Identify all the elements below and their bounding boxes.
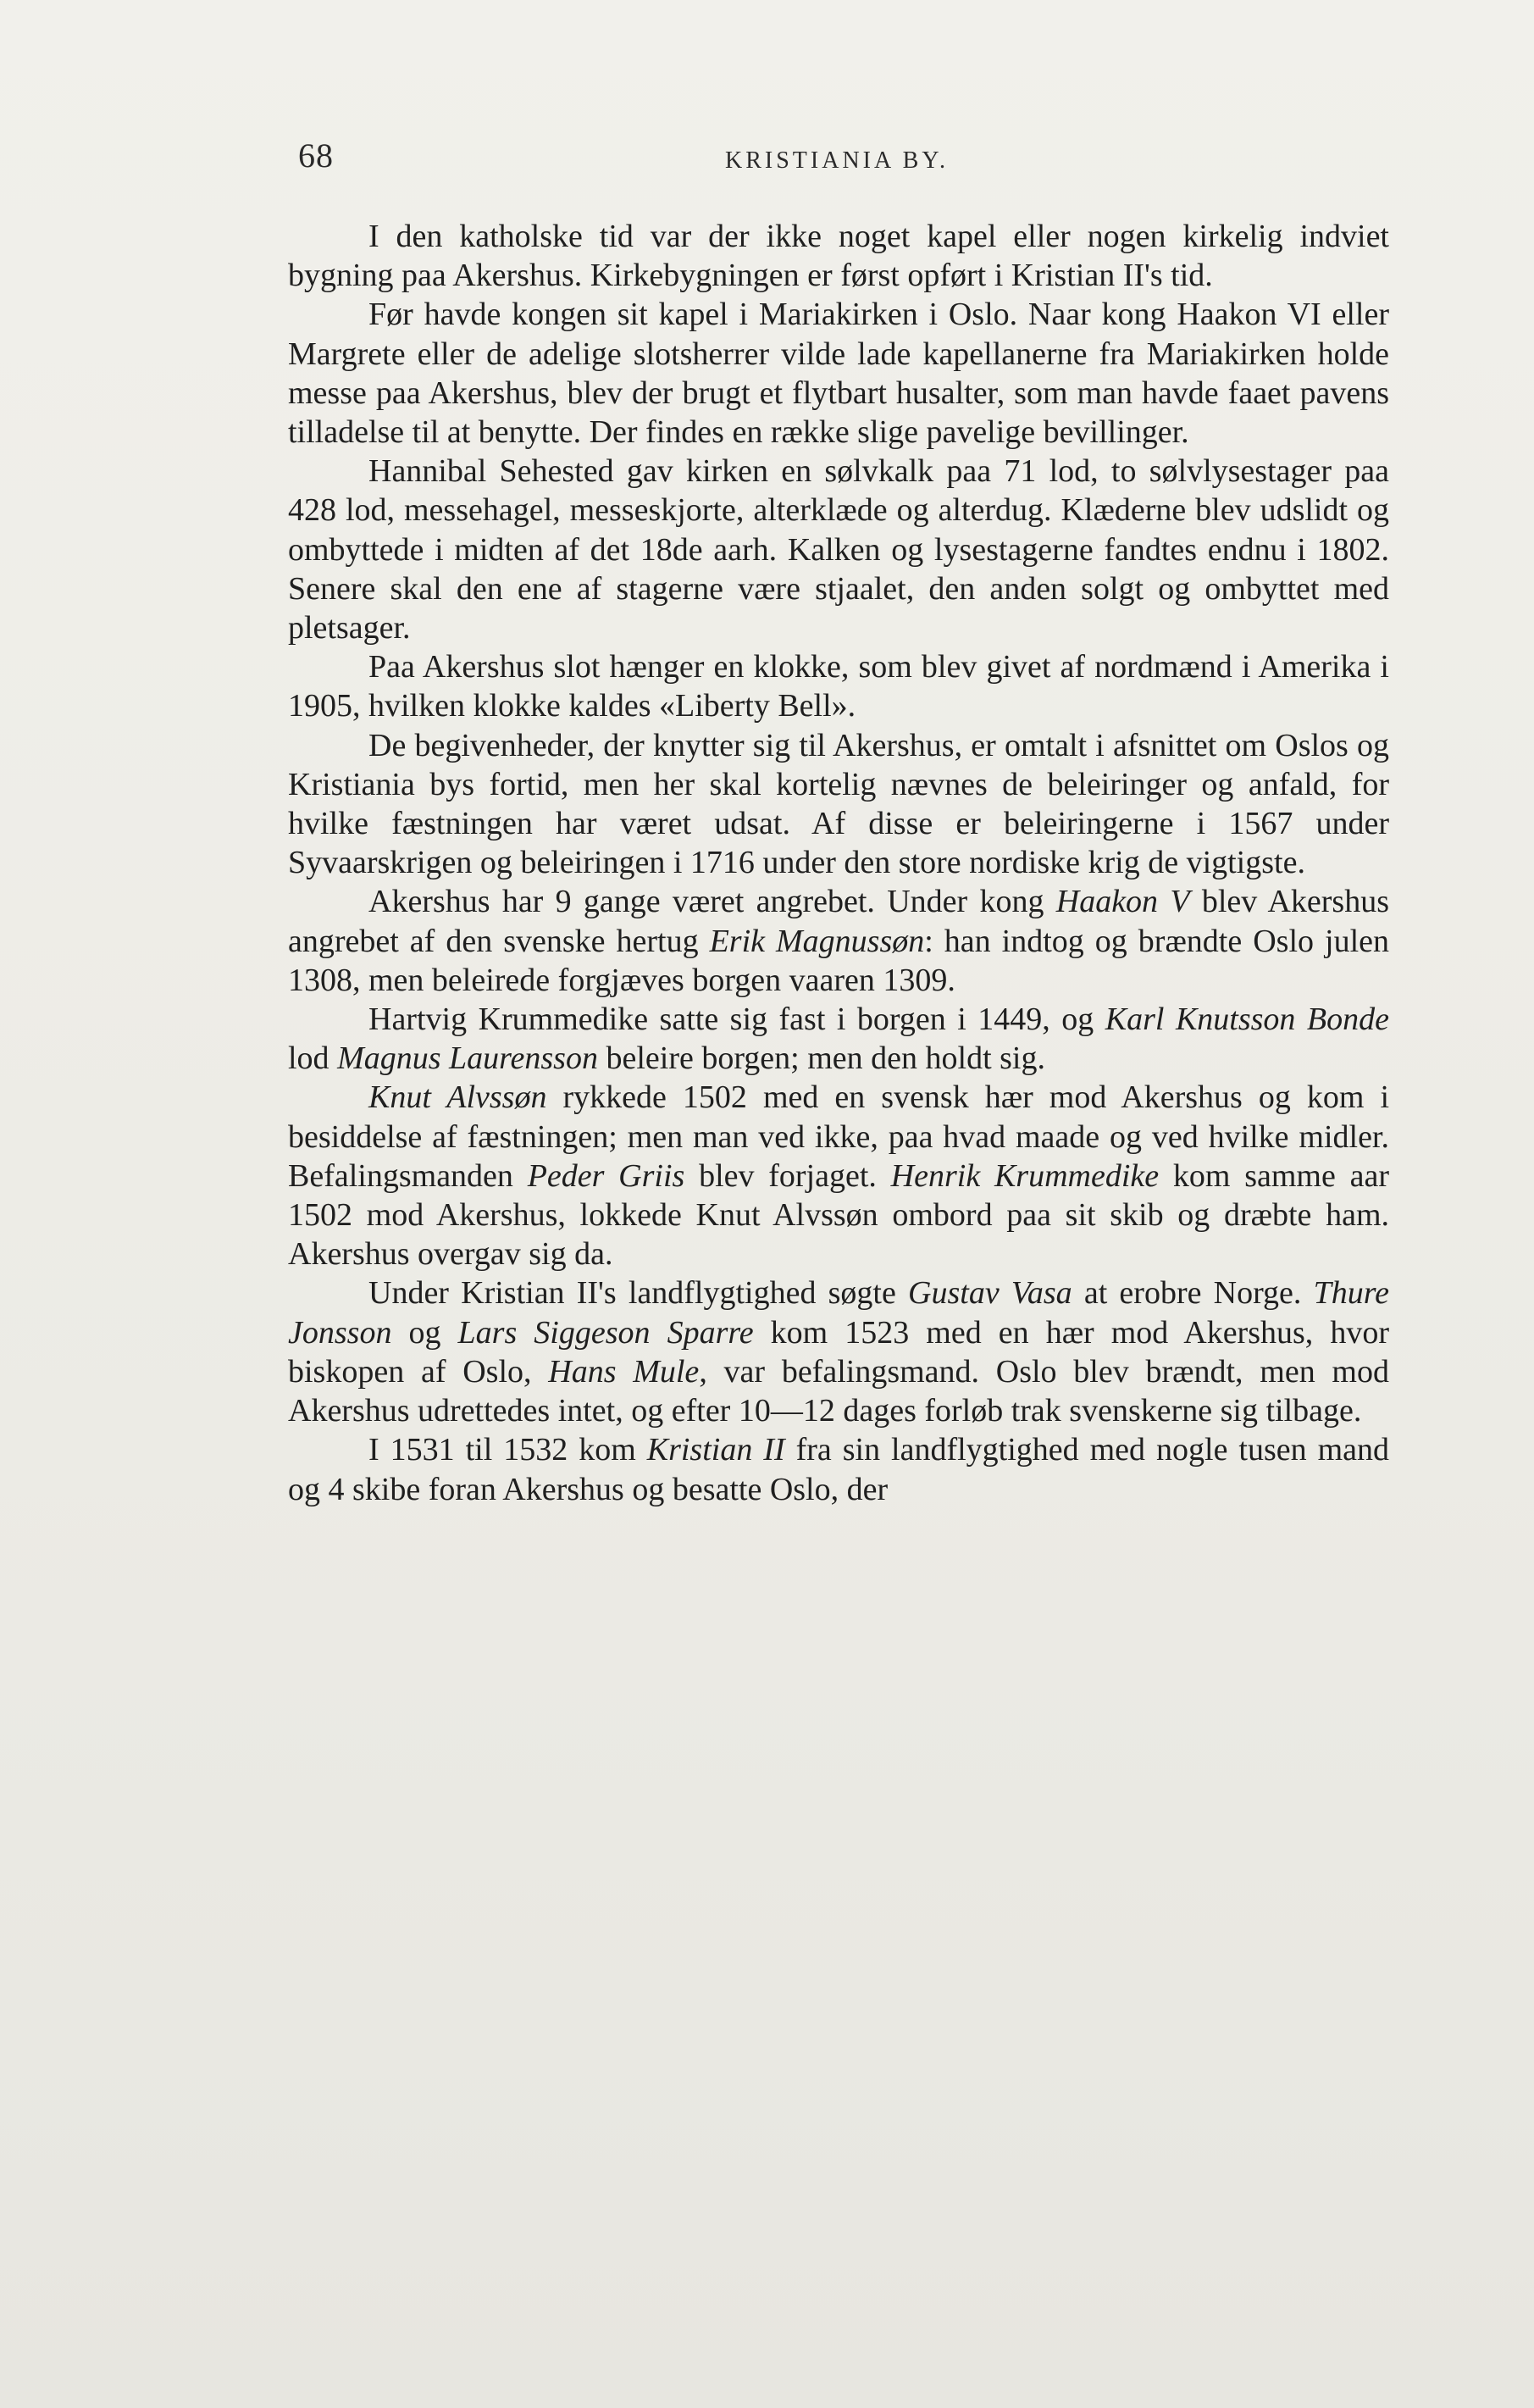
page-body-text <box>288 217 1389 1509</box>
paragraph: Hannibal Sehested gav kirken en sølvkalk paa 71 lod, to sølvlysestager paa 428 lod, messehagel, messeskjorte, alterklæde og alterdug. Klæderne blev udslidt og ombyttede i midten af det 18de aarh. Kalken og lysestagerne fandtes endnu i 1802. Senere skal den ene af stagerne være stjaalet, den anden solgt og ombyttet med pletsager. <box>288 453 1389 646</box>
paragraph: Knut Alvssøn rykkede 1502 med en svensk hær mod Akershus og kom i besiddelse af fæstningen; men man ved ikke, paa hvad maade og ved hvilke midler. Befalingsmanden Peder Griis blev forjaget. Henrik Krummedike kom samme aar 1502 mod Akershus, lokkede Knut Alvssøn ombord paa sit skib og dræbte ham. Akershus overgav sig da. <box>288 1079 1390 1273</box>
paragraph: Før havde kongen sit kapel i Mariakirken i Oslo. Naar kong Haakon VI eller Margrete eller de adelige slotsherrer vilde lade kapellanerne fra Mariakirken holde messe paa Akershus, blev der brugt et flytbart husalter, som man havde faaet pavens tilladelse til at benytte. Der findes en række slige pavelige bevillinger. <box>288 297 1389 451</box>
paragraph: De begivenheder, der knytter sig til Akershus, er omtalt i afsnittet om Oslos og Kristiania bys fortid, men her skal kortelig nævnes de beleiringer og anfald, for hvilke fæstningen har været udsat. Af disse er beleiringerne i 1567 under Syvaarskrigen og beleiringen i 1716 under den store nordiske krig de vigtigste. <box>288 727 1389 881</box>
paragraph: I den katholske tid var der ikke noget kapel eller nogen kirkelig indviet bygning paa Akershus. Kirkebygningen er først opført i Kristian II's tid. <box>288 219 1389 294</box>
paragraph: Hartvig Krummedike satte sig fast i borgen i 1449, og Karl Knutsson Bonde lod Magnus Laurensson beleire borgen; men den holdt sig. <box>288 1001 1389 1077</box>
page-header <box>288 136 1389 186</box>
paragraph: Under Kristian II's landflygtighed søgte Gustav Vasa at erobre Norge. Thure Jonsson og Lars Siggeson Sparre kom 1523 med en hær mod Akershus, hvor biskopen af Oslo, Hans Mule, var befalingsmand. Oslo blev brændt, men mod Akershus udrettedes intet, og efter 10—12 dages forløb trak svenskerne sig tilbage. <box>288 1275 1389 1429</box>
running-title: KRISTIANIA BY. <box>725 147 949 174</box>
paragraph: Akershus har 9 gange været angrebet. Under kong Haakon V blev Akershus angrebet af den svenske hertug Erik Magnussøn: han indtog og brændte Oslo julen 1308, men beleirede forgjæves borgen vaaren 1309. <box>288 884 1389 998</box>
paragraph: Paa Akershus slot hænger en klokke, som blev givet af nordmænd i Amerika i 1905, hvilken klokke kaldes «Liberty Bell». <box>288 649 1389 724</box>
paragraph: I 1531 til 1532 kom Kristian II fra sin landflygtighed med nogle tusen mand og 4 skibe foran Akershus og besatte Oslo, der <box>288 1432 1390 1507</box>
page-number: 68 <box>298 136 334 175</box>
